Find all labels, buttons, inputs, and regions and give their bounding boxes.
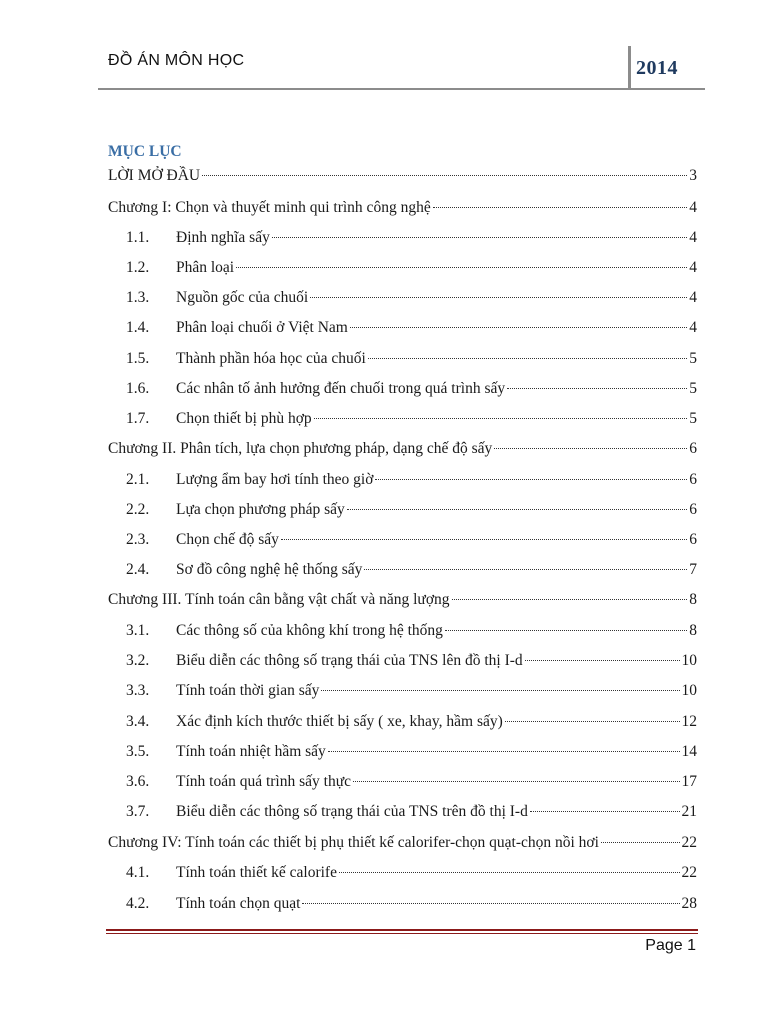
toc-entry[interactable] — [108, 681, 697, 701]
toc-entry[interactable] — [108, 590, 697, 610]
toc-entry[interactable] — [108, 802, 697, 822]
toc-entry-page: 6 — [689, 471, 697, 488]
toc-entry-title: Chương IV: Tính toán các thiết bị phụ thiết kế calorifer-chọn quạt-chọn nồi hơi — [108, 834, 599, 851]
toc-entry[interactable] — [108, 712, 697, 732]
toc-leader-dots — [530, 811, 680, 812]
toc-entry-page: 4 — [689, 289, 697, 306]
toc-entry-title: LỜI MỞ ĐẦU — [108, 167, 201, 184]
toc-entry[interactable] — [108, 772, 697, 792]
toc-entry-page: 4 — [689, 199, 697, 216]
toc-entry-title: Chọn chế độ sấy — [176, 531, 279, 548]
toc-entry-number: 1.4. — [126, 319, 150, 336]
toc-leader-dots — [375, 479, 687, 480]
toc-leader-dots — [347, 509, 687, 510]
toc-entry-title: Thành phần hóa học của chuối — [176, 350, 366, 367]
toc-entry-page: 21 — [681, 803, 697, 820]
toc-entry[interactable] — [108, 198, 697, 218]
toc-leader-dots — [494, 448, 687, 449]
toc-entry-page: 8 — [689, 591, 697, 608]
toc-entry-number: 3.2. — [126, 652, 150, 669]
toc-entry-page: 28 — [681, 895, 697, 912]
toc-entry-title: Lượng ẩm bay hơi tính theo giờ — [176, 471, 374, 488]
toc-entry-page: 22 — [681, 834, 697, 851]
toc-leader-dots — [601, 842, 680, 843]
toc-entry-title: Lựa chọn phương pháp sấy — [176, 501, 345, 518]
toc-entry[interactable] — [108, 894, 697, 914]
toc-leader-dots — [507, 388, 687, 389]
toc-entry-page: 17 — [681, 773, 697, 790]
toc-leader-dots — [236, 267, 687, 268]
toc-entry-page: 5 — [689, 350, 697, 367]
toc-entry-number: 4.1. — [126, 864, 150, 881]
toc-entry-page: 6 — [689, 501, 697, 518]
header-divider-horizontal — [98, 88, 705, 90]
toc-entry-title: Chọn thiết bị phù hợp — [176, 410, 312, 427]
toc-entry-number: 2.4. — [126, 561, 150, 578]
toc-entry-number: 3.5. — [126, 743, 150, 760]
toc-entry-number: 1.1. — [126, 229, 150, 246]
footer-rule — [106, 929, 698, 931]
document-header-title: ĐỒ ÁN MÔN HỌC — [108, 52, 245, 69]
toc-entry[interactable] — [108, 833, 697, 853]
header-year: 2014 — [636, 57, 678, 79]
toc-entry-title: Định nghĩa sấy — [176, 229, 270, 246]
toc-entry-number: 3.1. — [126, 622, 150, 639]
toc-entry[interactable] — [108, 258, 697, 278]
toc-entry[interactable] — [108, 439, 697, 459]
toc-entry-page: 6 — [689, 440, 697, 457]
toc-entry-number: 3.6. — [126, 773, 150, 790]
toc-entry-title: Sơ đồ công nghệ hệ thống sấy — [176, 561, 363, 578]
toc-entry[interactable] — [108, 500, 697, 520]
toc-entry[interactable] — [108, 742, 697, 762]
toc-entry[interactable] — [108, 349, 697, 369]
toc-entry[interactable] — [108, 560, 697, 580]
toc-entry-number: 2.1. — [126, 471, 150, 488]
toc-entry-page: 3 — [689, 167, 697, 184]
toc-entry-title: Phân loại — [176, 259, 235, 276]
toc-leader-dots — [310, 297, 687, 298]
toc-entry-title: Các nhân tố ảnh hưởng đến chuối trong quá trình sấy — [176, 380, 506, 397]
toc-entry-number: 3.3. — [126, 682, 150, 699]
toc-entry-title: Các thông số của không khí trong hệ thống — [176, 622, 443, 639]
toc-entry-number: 1.5. — [126, 350, 150, 367]
toc-heading: MỤC LỤC — [108, 143, 182, 160]
toc-entry[interactable] — [108, 288, 697, 308]
toc-entry[interactable] — [108, 621, 697, 641]
toc-entry-page: 5 — [689, 410, 697, 427]
toc-entry-number: 1.2. — [126, 259, 150, 276]
toc-leader-dots — [505, 721, 680, 722]
toc-leader-dots — [321, 690, 679, 691]
toc-entry-page: 22 — [681, 864, 697, 881]
toc-leader-dots — [368, 358, 687, 359]
footer-rule-thin — [106, 933, 698, 934]
toc-entry[interactable] — [108, 166, 697, 186]
toc-entry[interactable] — [108, 318, 697, 338]
toc-entry[interactable] — [108, 228, 697, 248]
toc-leader-dots — [433, 207, 688, 208]
toc-leader-dots — [339, 872, 680, 873]
toc-entry-title: Tính toán thiết kế calorife — [176, 864, 337, 881]
toc-entry-page: 12 — [681, 713, 697, 730]
toc-entry-title: Tính toán nhiệt hầm sấy — [176, 743, 326, 760]
toc-entry-title: Phân loại chuối ở Việt Nam — [176, 319, 348, 336]
toc-entry-page: 4 — [689, 319, 697, 336]
toc-entry-number: 1.6. — [126, 380, 150, 397]
toc-leader-dots — [364, 569, 687, 570]
toc-entry-title: Biểu diễn các thông số trạng thái của TNS lên đồ thị I-d — [176, 652, 523, 669]
toc-entry-title: Xác định kích thước thiết bị sấy ( xe, khay, hầm sấy) — [176, 713, 503, 730]
toc-entry[interactable] — [108, 651, 697, 671]
toc-entry[interactable] — [108, 530, 697, 550]
toc-entry-title: Chương I: Chọn và thuyết minh qui trình công nghệ — [108, 199, 431, 216]
toc-entry-page: 4 — [689, 229, 697, 246]
toc-entry[interactable] — [108, 470, 697, 490]
toc-leader-dots — [302, 903, 679, 904]
toc-entry[interactable] — [108, 409, 697, 429]
toc-entry-page: 7 — [689, 561, 697, 578]
toc-leader-dots — [350, 327, 687, 328]
toc-entry-page: 8 — [689, 622, 697, 639]
toc-entry-page: 10 — [681, 652, 697, 669]
header-divider-vertical — [628, 46, 631, 88]
toc-entry-title: Tính toán quá trình sấy thực — [176, 773, 351, 790]
toc-entry-page: 14 — [681, 743, 697, 760]
toc-entry-page: 4 — [689, 259, 697, 276]
toc-entry-page: 5 — [689, 380, 697, 397]
toc-entry[interactable] — [108, 379, 697, 399]
toc-entry-title: Tính toán chọn quạt — [176, 895, 301, 912]
toc-leader-dots — [445, 630, 687, 631]
toc-leader-dots — [353, 781, 680, 782]
toc-entry-number: 4.2. — [126, 895, 150, 912]
toc-entry-title: Chương II. Phân tích, lựa chọn phương pháp, dạng chế độ sấy — [108, 440, 493, 457]
toc-entry-number: 3.7. — [126, 803, 150, 820]
toc-leader-dots — [281, 539, 687, 540]
toc-entry-page: 10 — [681, 682, 697, 699]
toc-leader-dots — [272, 237, 687, 238]
toc-leader-dots — [314, 418, 688, 419]
page-number: Page 1 — [645, 937, 696, 954]
toc-entry-number: 1.7. — [126, 410, 150, 427]
toc-entry-number: 1.3. — [126, 289, 150, 306]
toc-leader-dots — [202, 175, 687, 176]
toc-entry-number: 2.2. — [126, 501, 150, 518]
toc-leader-dots — [328, 751, 680, 752]
toc-leader-dots — [525, 660, 680, 661]
toc-leader-dots — [452, 599, 688, 600]
toc-entry-title: Biểu diễn các thông số trạng thái của TNS trên đồ thị I-d — [176, 803, 528, 820]
toc-entry[interactable] — [108, 863, 697, 883]
toc-entry-title: Chương III. Tính toán cân bằng vật chất và năng lượng — [108, 591, 450, 608]
toc-entry-number: 3.4. — [126, 713, 150, 730]
toc-entry-title: Tính toán thời gian sấy — [176, 682, 320, 699]
toc-entry-number: 2.3. — [126, 531, 150, 548]
toc-entry-page: 6 — [689, 531, 697, 548]
toc-entry-title: Nguồn gốc của chuối — [176, 289, 309, 306]
